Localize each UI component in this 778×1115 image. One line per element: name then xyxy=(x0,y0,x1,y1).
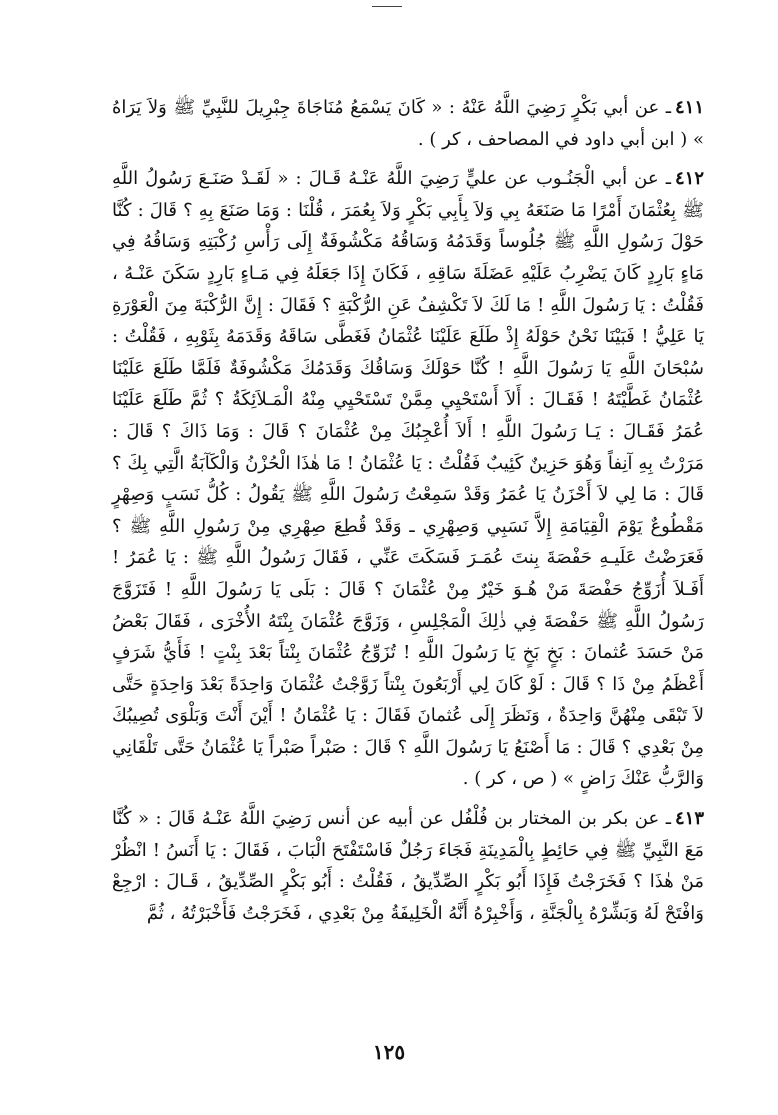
hadith-text: ـ عن أبي بَكْرٍ رَضِيَ اللَّهُ عَنْهُ : « كَانَ يَسْمَعُ مُنَاجَاةَ جِبْرِيلَ للنَّبِيِّ ﷺ وَلاَ يَرَاهُ » ( ابن أبي داود في المصاحف ، كر ) . xyxy=(112,97,704,150)
hadith-text: ـ عن بكر بن المختار بن فُلْفُل عن أبيه عن أنس رَضِيَ اللَّهُ عَنْـهُ قَالَ : « كُنَّا مَعَ النَّبِيِّ ﷺ فِي حَائِطٍ بِالْمَدِينَةِ فَجَاءَ رَجُلٌ فَاسْتَفْتَحَ الْبَابَ ، فَقَالَ : يَا أَنَسُ ! انْظُرْ مَنْ هٰذَا ؟ فَخَرَجْتُ فَإِذَا أَبُو بَكْرٍ الصِّدِّيقُ ، فَقُلْتُ : أَبُو بَكْرٍ الصِّدِّيقُ ، قَـالَ : ارْجِعْ وَافْتَحْ لَهُ وَبَشِّرْهُ بِالْجَنَّةِ ، وَأَخْبِرْهُ أَنَّهُ الْخَلِيفَةُ مِنْ بَعْدِي ، فَخَرَجْتُ فَأَخْبَرْتُهُ ، ثُمَّ xyxy=(112,808,704,924)
page-body xyxy=(112,92,704,929)
hadith-number: ٤١٣ xyxy=(674,808,704,830)
hadith-411 xyxy=(112,92,704,155)
page-number: ١٢٥ xyxy=(372,1040,406,1064)
hadith-number: ٤١١ xyxy=(674,97,704,118)
hadith-412 xyxy=(112,163,704,795)
top-rule xyxy=(372,6,402,7)
hadith-413 xyxy=(112,803,704,929)
hadith-text: ـ عن أبي الْجَنُـوب عن عليٍّ رَضِيَ اللَّهُ عَنْـهُ قَـالَ : « لَقَـدْ صَنَـعَ رَسُولُ اللَّهِ ﷺ بِعُثْمَانَ أَمْرًا مَا صَنَعَهُ بِي وَلاَ بِأَبِي بَكْرٍ وَلاَ بِعُمَرَ ، قُلْنَا : وَمَا صَنَعَ بِهِ ؟ قَالَ : كُنَّا حَوْلَ رَسُولِ اللَّهِ ﷺ جُلُوساً وَقَدَمُهُ وَسَاقُهُ مَكْشُوفَةٌ إِلَى رَأْسِ رُكْبَتِهِ وَسَاقُهُ فِي مَاءٍ بَارِدٍ كَانَ يَضْرِبُ عَلَيْهِ عَضَلَةَ سَاقِهِ ، فَكَانَ إِذَا جَعَلَهُ فِي مَـاءٍ بَارِدٍ سَكَنَ عَنْـهُ ، فَقُلْتُ : يَا رَسُولَ اللَّهِ ! مَا لَكَ لاَ تَكْشِفُ عَنِ الرُّكْبَةِ ؟ فَقَالَ : إِنَّ الرُّكْبَةَ مِنَ الْعَوْرَةِ يَا عَلِيُّ ! فَبَيْنَا نَحْنُ حَوْلَهُ إِذْ طَلَعَ عَلَيْنَا عُثْمَانُ فَغَطَّى سَاقَهُ وَقَدَمَهُ بِثَوْبِهِ ، فَقُلْتُ : سُبْحَانَ اللَّهِ يَا رَسُولَ اللَّهِ ! كُنَّا حَوْلَكَ وَسَاقُكَ وَقَدَمُكَ مَكْشُوفَةٌ فَلَمَّا طَلَعَ عَلَيْنَا عُثْمَانُ غَطَّيْتَهُ ! فَقَـالَ : أَلاَ أَسْتَحْيِي مِمَّنْ تَسْتَحْيِي مِنْهُ الْمَـلاَئِكَةُ ؟ ثُمَّ طَلَعَ عَلَيْنَا عُمَرُ فَقَـالَ : يَـا رَسُولَ اللَّهِ ! أَلاَ أُعْجِبُكَ مِنْ عُثْمَانَ ؟ قَالَ : وَمَا ذَاكَ ؟ قَالَ : مَرَرْتُ بِهِ آنِفاً وَهُوَ حَزِينٌ كَئِيبٌ فَقُلْتُ : يَا عُثْمَانُ ! مَا هٰذَا الْحُزْنُ وَالْكَآبَةُ الَّتِي بِكَ ؟ قَالَ : مَا لِي لاَ أَحْزَنُ يَا عُمَرُ وَقَدْ سَمِعْتُ رَسُولَ اللَّهِ ﷺ يَقُولُ : كُلُّ نَسَبٍ وَصِهْرٍ مَقْطُوعٌ يَوْمَ الْقِيَامَةِ إِلاَّ نَسَبِي وَصِهْرِي ـ وَقَدْ قُطِعَ صِهْرِي مِنْ رَسُولِ اللَّهِ ﷺ ؟ فَعَرَضْتُ عَلَيـهِ حَفْصَةَ بِنتَ عُمَـرَ فَسَكَتَ عَنِّي ، فَقَالَ رَسُولُ اللَّهِ ﷺ : يَا عُمَرُ ! أَفَـلاَ أُزَوِّجُ حَفْصَةَ مَنْ هُـوَ خَيْرٌ مِنْ عُثْمَانَ ؟ قَالَ : بَلَى يَا رَسُولَ اللَّهِ ! فَتَزَوَّجَ رَسُولُ اللَّهِ ﷺ حَفْصَةَ فِي ذٰلِكَ الْمَجْلِسِ ، وَزَوَّجَ عُثْمَانَ بِنْتَهُ الأُخْرَى ، فَقَالَ بَعْضُ مَنْ حَسَدَ عُثمانَ : بَخٍ بَخٍ يَا رَسُولَ اللَّهِ ! تُزَوِّجُ عُثْمَانَ بِنْتاً بَعْدَ بِنْتٍ ! فَأَيُّ شَرَفٍ أَعْظَمُ مِنْ ذَا ؟ قَالَ : لَوْ كَانَ لِي أَرْبَعُونَ بِنْتاً زَوَّجْتُ عُثْمَانَ وَاحِدَةً بَعْدَ وَاحِدَةٍ حَتَّى لاَ تَبْقَى مِنْهُنَّ وَاحِدَةٌ ، وَنَظَرَ إِلَى عُثمانَ فَقَالَ : يَا عُثْمَانُ ! أَيْنَ أَنْتَ وَبَلْوَى تُصِيبُكَ مِنْ بَعْدِي ؟ قَالَ : مَا أَصْنَعُ يَا رَسُولَ اللَّهِ ؟ قَالَ : صَبْراً صَبْراً يَا عُثْمَانُ حَتَّى تَلْقَانِي وَالرَّبُّ عَنْكَ رَاضٍ » ( ص ، كر ) . xyxy=(112,168,704,790)
hadith-number: ٤١٢ xyxy=(674,168,704,190)
